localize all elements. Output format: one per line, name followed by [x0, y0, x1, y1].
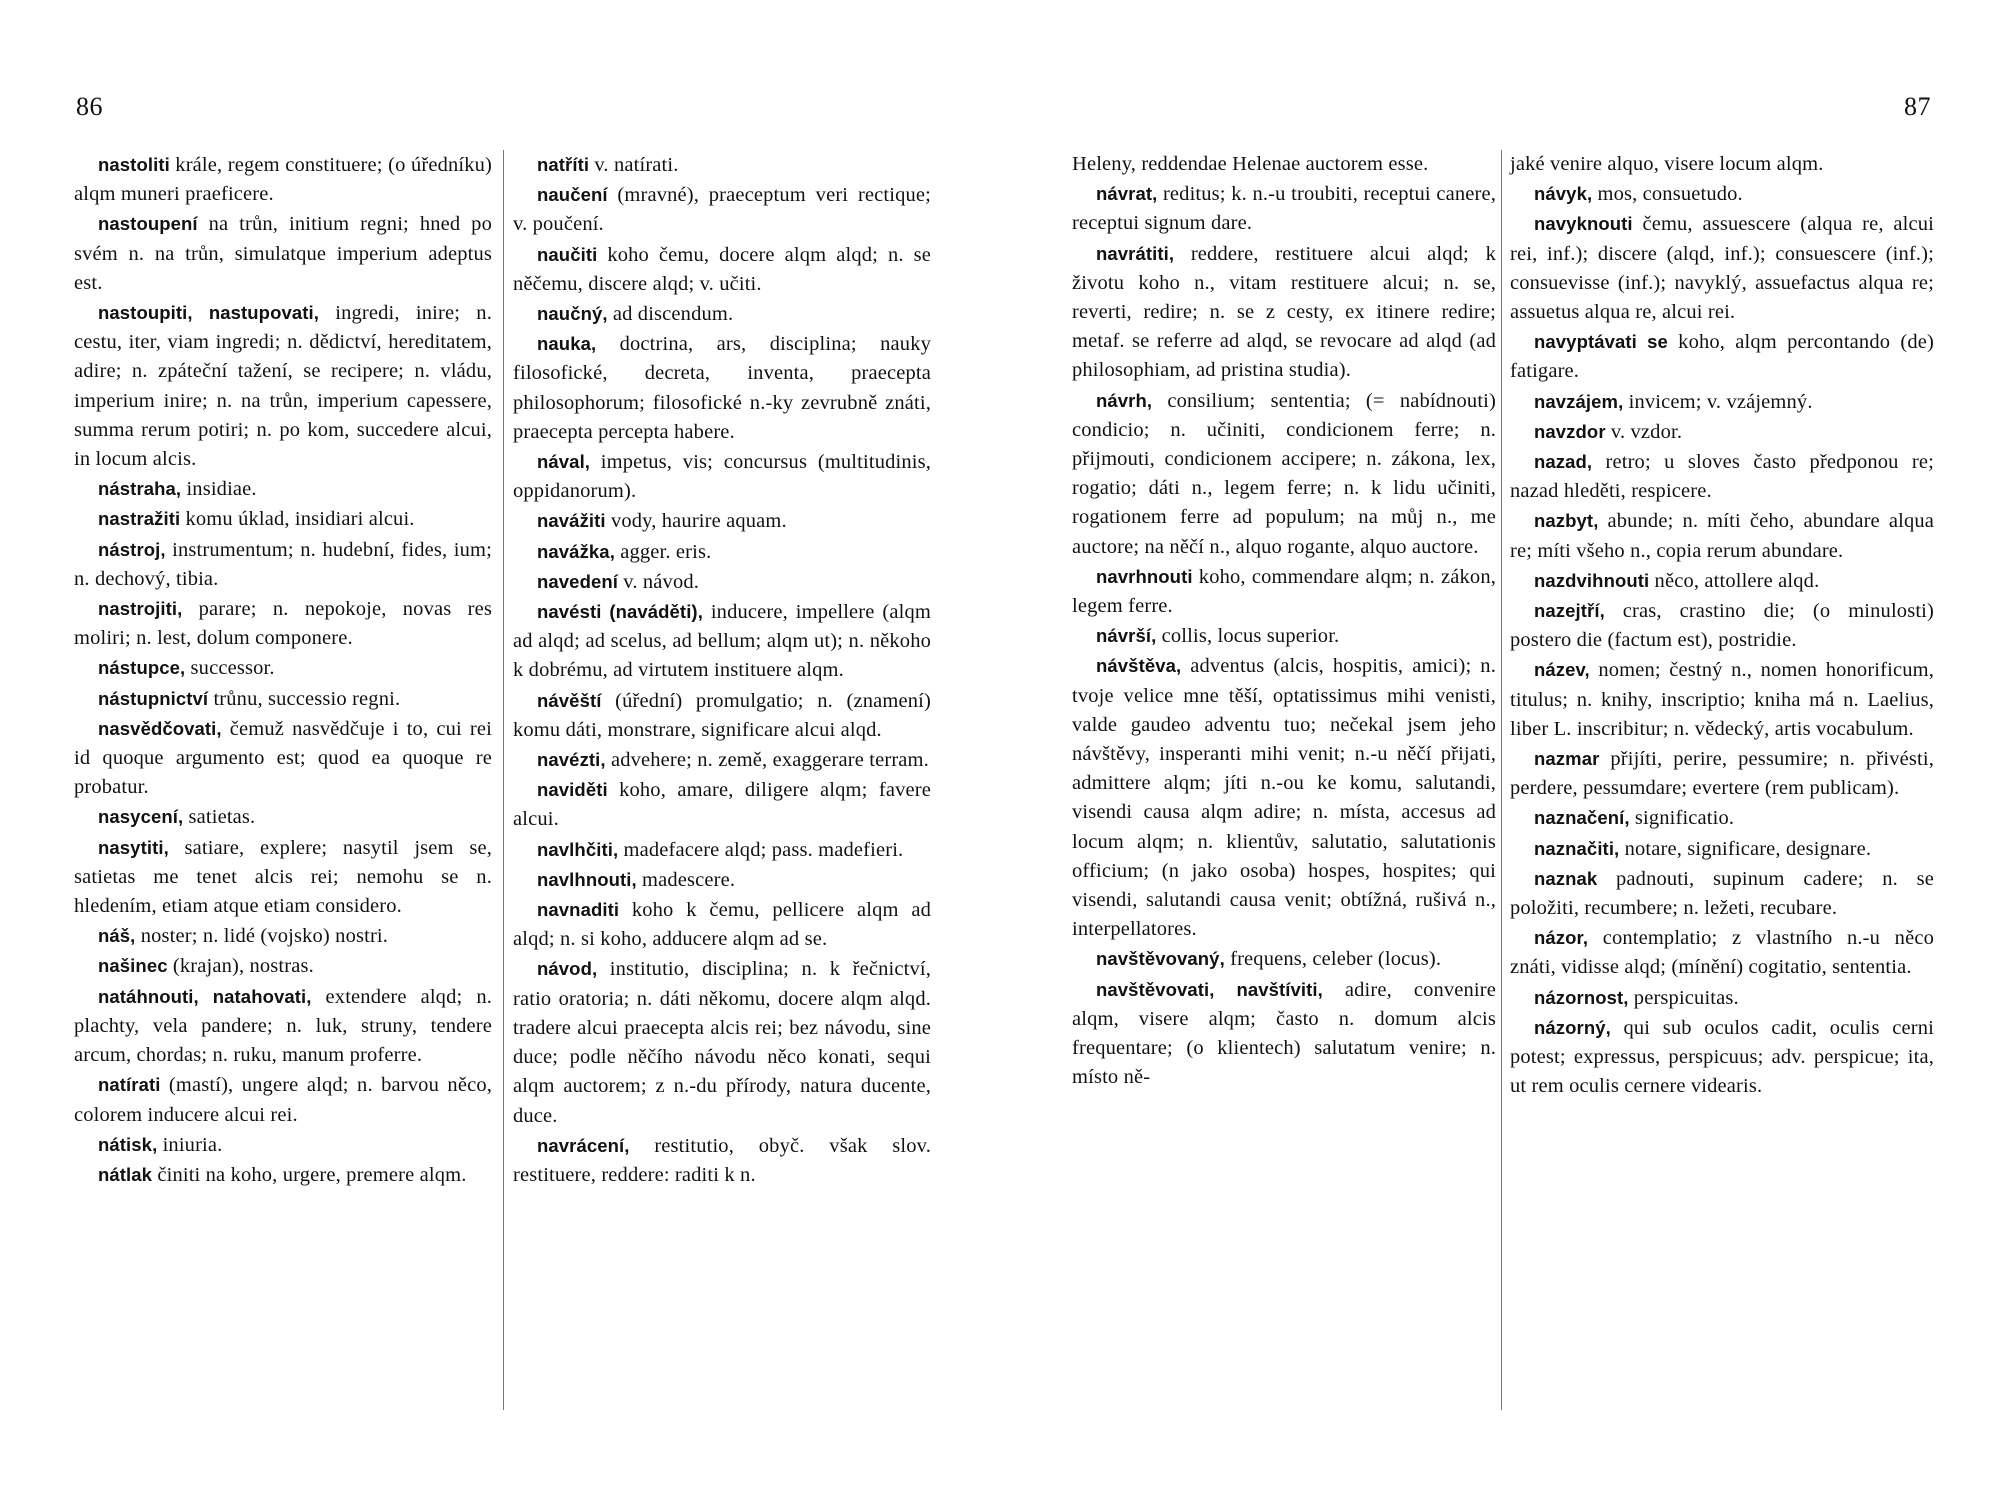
dictionary-column	[1510, 150, 1934, 1102]
dictionary-entry	[513, 597, 931, 686]
entry-definition: adventus (alcis, hospitis, amici); n. tvoje velice mne těší, optatissimus mihi venisti, valde gaudeo adventu tuo; nečekal jsem jeho návštěvy, insperanti mihi venit; n.-u něčí přijati, admittere alqm; jíti n.-ou ke komu, salutandi, visendi causa alqm adire; n. místa, accesus ad locum alqm; n. klientův, salutatio, salutationis officium; (n jako osoba) hospes, hospites; qui visendi, salutandi causa venit; obtížná, rušivá n., interpellatores.	[1072, 655, 1496, 941]
entry-headword: navlhnouti,	[537, 868, 637, 890]
column-divider	[1501, 150, 1502, 1410]
dictionary-entry	[74, 921, 492, 951]
entry-headword: naučný,	[537, 303, 608, 325]
entry-definition: koho, alqm percontando (de) fatigare.	[1510, 331, 1934, 383]
entry-definition: instrumentum; n. hudební, fides, ium; n. dechový, tibia.	[74, 538, 492, 590]
entry-definition: činiti na koho, urgere, premere alqm.	[152, 1163, 467, 1186]
entry-definition: koho, amare, diligere alqm; favere alcui.	[513, 779, 931, 831]
entry-headword: nauka,	[537, 333, 597, 355]
right-page	[1036, 0, 1996, 1501]
entry-headword: natříti	[537, 154, 590, 175]
entry-definition: collis, locus superior.	[1156, 625, 1340, 648]
entry-definition: mos, consuetudo.	[1592, 183, 1743, 206]
dictionary-entry	[74, 1130, 492, 1160]
dictionary-entry	[74, 535, 492, 594]
entry-headword: návod,	[537, 958, 598, 980]
dictionary-entry	[513, 775, 931, 834]
entry-definition: inducere, impellere (alqm ad alqd; ad scelus, ad bellum; alqm ut); n. někoho k dobrému, ad virtutem instituere alqm.	[513, 601, 931, 682]
entry-headword: navyptávati se	[1534, 331, 1668, 353]
entry-definition: invicem; v. vzájemný.	[1623, 390, 1813, 413]
entry-definition: v. natírati.	[589, 154, 679, 176]
entry-definition: ingredi, inire; n. cestu, iter, viam ingredi; n. dědictví, hereditatem, adire; n. zpáteční tažení, se recipere; n. vládu, imperium inire; n. na trůn, imperium capessere, summa rerum potiri; n. po kom, succedere alcui, in locum alcis.	[74, 302, 492, 471]
dictionary-entry	[513, 299, 931, 329]
dictionary-entry	[1510, 447, 1934, 506]
entry-headword: naviděti	[537, 779, 608, 801]
entry-headword: našinec	[98, 955, 168, 977]
dictionary-entry	[513, 506, 931, 536]
entry-definition: satiare, explere; nasytil jsem se, satietas me tenet alcis rei; nemohu se n. hledením, etiam atque etiam considero.	[74, 836, 492, 918]
dictionary-entry	[1072, 651, 1496, 944]
entry-headword: názorný,	[1534, 1016, 1611, 1038]
entry-headword: nastoupení	[98, 213, 198, 235]
entry-definition: cras, crastino die; (o minulosti) postero die (factum est), postridie.	[1510, 600, 1934, 652]
entry-definition: reddere, restituere alcui alqd; k životu koho n., vitam restituere alcui; n. se, reverti, redire; n. se z cesty, ex itinere redire; metaf. se referre ad alqd, se revocare ad alqd (ad philosophiam, ad pristina studia).	[1072, 242, 1496, 382]
entry-headword: navésti (naváděti),	[537, 601, 703, 623]
entry-headword: navrhnouti	[1096, 565, 1193, 587]
entry-definition: parare; n. nepokoje, novas res moliri; n. lest, dolum componere.	[74, 598, 492, 650]
entry-definition: doctrina, ars, disciplina; nauky filosofické, decreta, inventa, praecepta philosophorum; filosofické n.-ky zevrubně znáti, praecepta percepta habere.	[513, 333, 931, 443]
entry-headword: návrat,	[1096, 183, 1158, 205]
entry-definition: vody, haurire aquam.	[605, 510, 787, 533]
entry-definition: nomen; čestný n., nomen honorificum, titulus; n. knihy, inscriptio; kniha má n. Laelius, liber L. inscribitur; n. vědecký, artis vocabulum.	[1510, 659, 1934, 740]
entry-headword: návrší,	[1096, 625, 1157, 647]
entry-definition: advehere; n. země, exaggerare terram.	[605, 749, 929, 772]
entry-headword: názor,	[1534, 927, 1589, 949]
dictionary-entry	[74, 833, 492, 922]
dictionary-entry	[1072, 944, 1496, 974]
entry-definition: iniuria.	[157, 1133, 223, 1156]
entry-headword: navážka,	[537, 540, 615, 562]
entry-definition: retro; u sloves často předponou re; nazad hleděti, respicere.	[1510, 451, 1934, 503]
entry-definition: ad discendum.	[607, 303, 734, 326]
dictionary-entry	[1072, 239, 1496, 386]
entry-definition: madefacere alqd; pass. madefieri.	[618, 838, 904, 861]
entry-headword: navlhčiti,	[537, 838, 619, 860]
entry-headword: naznačení,	[1534, 807, 1630, 829]
dictionary-entry	[74, 1070, 492, 1129]
page-number: 87	[1904, 92, 1931, 121]
entry-headword: návyk,	[1534, 183, 1593, 205]
entry-headword: nastoupiti, nastupovati,	[98, 302, 319, 324]
dictionary-entry	[1510, 327, 1934, 386]
dictionary-entry	[1510, 387, 1934, 417]
entry-definition: frequens, celeber (locus).	[1224, 948, 1442, 971]
entry-definition: madescere.	[636, 868, 736, 891]
entry-headword: nazdvihnouti	[1534, 569, 1650, 591]
entry-definition: satietas.	[183, 806, 256, 829]
entry-headword: naznačiti,	[1534, 837, 1620, 859]
dictionary-entry	[513, 537, 931, 567]
entry-headword: navážiti	[537, 510, 606, 532]
dictionary-entry	[1510, 803, 1934, 833]
dictionary-entry	[1510, 150, 1934, 179]
entry-headword: náš,	[98, 925, 136, 947]
dictionary-entry	[74, 150, 492, 209]
entry-definition: (mravné), praeceptum veri rectique; v. poučení.	[513, 184, 931, 236]
entry-headword: nastrojiti,	[98, 598, 183, 620]
entry-headword: nástraha,	[98, 478, 182, 500]
entry-definition: koho čemu, docere alqm alqd; n. se něčemu, discere alqd; v. učiti.	[513, 243, 931, 295]
entry-definition: padnouti, supinum cadere; n. se položiti, recumbere; n. ležeti, recubare.	[1510, 867, 1934, 920]
dictionary-entry	[1510, 1013, 1934, 1102]
dictionary-entry	[513, 150, 931, 180]
entry-headword: nasycení,	[98, 806, 184, 828]
entry-definition: insidiae.	[181, 478, 257, 501]
dictionary-entry	[1510, 179, 1934, 209]
entry-definition: jaké venire alquo, visere locum alqm.	[1510, 153, 1824, 175]
entry-headword: navštěvovati, navštíviti,	[1096, 978, 1323, 1000]
entry-headword: navzdor	[1534, 420, 1606, 442]
entry-definition: reditus; k. n.-u troubiti, receptui canere, receptui signum dare.	[1072, 183, 1496, 235]
entry-headword: návěští	[537, 689, 602, 711]
entry-headword: navedení	[537, 570, 618, 592]
entry-definition: qui sub oculos cadit, oculis cerni potest; expressus, perspicuus; adv. perspicue; ita, ut rem oculis cernere videaris.	[1510, 1016, 1934, 1098]
entry-definition: (mastí), ungere alqd; n. barvou něco, colorem inducere alcui rei.	[74, 1074, 492, 1126]
entry-definition: significatio.	[1629, 807, 1735, 830]
dictionary-entry	[513, 329, 931, 447]
dictionary-entry	[513, 567, 931, 597]
dictionary-entry	[1510, 209, 1934, 327]
dictionary-entry	[1510, 417, 1934, 447]
entry-definition: abunde; n. míti čeho, abundare alqua re; míti všeho n., copia rerum abundare.	[1510, 510, 1934, 562]
entry-headword: nátisk,	[98, 1133, 158, 1155]
dictionary-entry	[1510, 834, 1934, 864]
dictionary-entry	[1510, 655, 1934, 744]
entry-definition: (úřední) promulgatio; n. (znamení) komu dáti, monstrare, significare alcui alqd.	[513, 689, 931, 741]
dictionary-entry	[513, 686, 931, 745]
dictionary-entry	[74, 504, 492, 534]
entry-headword: natírati	[98, 1074, 161, 1096]
entry-definition: koho, commendare alqm; n. zákon, legem ferre.	[1072, 565, 1496, 618]
dictionary-entry	[74, 474, 492, 504]
entry-headword: navštěvovaný,	[1096, 948, 1225, 970]
dictionary-entry	[513, 447, 931, 506]
entry-definition: impetus, vis; concursus (multitudinis, oppidanorum).	[513, 451, 931, 503]
dictionary-entry	[1072, 150, 1496, 179]
dictionary-entry	[1510, 596, 1934, 655]
dictionary-entry	[74, 684, 492, 714]
entry-definition: koho k čemu, pellicere alqm ad alqd; n. si koho, adducere alqm ad se.	[513, 899, 931, 951]
entry-definition: krále, regem constituere; (o úředníku) alqm muneri praeficere.	[74, 154, 492, 206]
entry-definition: přijíti, perire, pessumire; n. přivésti, perdere, pessumdare; evertere (rem publicam).	[1510, 748, 1934, 800]
entry-definition: trůnu, successio regni.	[208, 687, 401, 710]
entry-headword: naučení	[537, 184, 608, 206]
entry-headword: nazejtří,	[1534, 600, 1605, 622]
dictionary-entry	[1072, 975, 1496, 1093]
entry-headword: navézti,	[537, 749, 606, 771]
entry-definition: perspicuitas.	[1628, 986, 1739, 1009]
entry-headword: návrh,	[1096, 389, 1153, 411]
entry-headword: navzájem,	[1534, 390, 1624, 412]
dictionary-entry	[1072, 562, 1496, 621]
entry-definition: successor.	[185, 657, 275, 680]
dictionary-entry	[74, 653, 492, 683]
dictionary-entry	[513, 954, 931, 1130]
entry-headword: názornost,	[1534, 986, 1629, 1008]
entry-definition: Heleny, reddendae Helenae auctorem esse.	[1072, 153, 1429, 175]
entry-definition: čemuž nasvědčuje i to, cui rei id quoque argumento est; quod ea quoque re probatur.	[74, 717, 492, 799]
entry-headword: naučiti	[537, 243, 598, 265]
dictionary-entry	[1510, 923, 1934, 982]
dictionary-entry	[1072, 179, 1496, 238]
dictionary-entry	[513, 745, 931, 775]
dictionary-entry	[1510, 983, 1934, 1013]
entry-definition: v. vzdor.	[1605, 420, 1683, 443]
entry-headword: nastoliti	[98, 154, 170, 175]
entry-definition: notare, significare, designare.	[1619, 837, 1872, 860]
dictionary-entry	[1072, 386, 1496, 562]
dictionary-column	[1072, 150, 1496, 1093]
entry-headword: navyknouti	[1534, 213, 1633, 235]
entry-headword: návštěva,	[1096, 655, 1182, 677]
entry-definition: agger. eris.	[614, 540, 712, 563]
entry-definition: contemplatio; z vlastního n.-u něco znáti, vidisse alqd; (mínění) cogitatio, sententia.	[1510, 927, 1934, 979]
dictionary-entry	[1510, 506, 1934, 565]
dictionary-entry	[74, 594, 492, 653]
dictionary-entry	[513, 895, 931, 954]
entry-headword: naznak	[1534, 867, 1598, 889]
entry-definition: komu úklad, insidiari alcui.	[180, 508, 415, 531]
entry-definition: adire, convenire alqm, visere alqm; často n. domum alcis frequentare; (o klientech) salutatum venire; n. místo ně-	[1072, 978, 1497, 1089]
entry-definition: čemu, assuescere (alqua re, alcui rei, inf.); discere (alqd, inf.); consuescere (inf.); consuevisse (inf.); navyklý, assuefactus alqua re; assuetus alqua re, alcui rei.	[1510, 213, 1934, 324]
dictionary-entry	[1072, 621, 1496, 651]
page-number: 86	[76, 92, 103, 121]
entry-definition: extendere alqd; n. plachty, vela pandere; n. luk, struny, tendere arcum, chordas; n. ruku, manum proferre.	[74, 985, 493, 1067]
entry-headword: název,	[1534, 659, 1590, 681]
dictionary-entry	[74, 298, 492, 474]
dictionary-entry	[1510, 744, 1934, 803]
entry-headword: natáhnouti, natahovati,	[98, 985, 312, 1007]
entry-headword: nástupnictví	[98, 687, 209, 709]
dictionary-entry	[513, 180, 931, 239]
entry-headword: navrátiti,	[1096, 242, 1175, 264]
dictionary-entry	[74, 802, 492, 832]
entry-definition: (krajan), nostras.	[167, 955, 314, 978]
entry-headword: nával,	[537, 451, 591, 473]
dictionary-entry	[1510, 864, 1934, 923]
entry-headword: nástroj,	[98, 538, 166, 560]
entry-headword: navrácení,	[537, 1134, 630, 1156]
dictionary-entry	[1510, 566, 1934, 596]
entry-headword: nasytiti,	[98, 836, 169, 858]
dictionary-entry	[513, 1131, 931, 1190]
entry-headword: nátlak	[98, 1163, 153, 1185]
entry-definition: institutio, disciplina; n. k řečnictví, ratio oratoria; n. dáti někomu, docere alqm alqd. tradere alcui praecepta alcis rei; bez návodu, sine duce; podle něčího návodu něco konati, sequi alqm auctorem; z n.-du přírody, natura ducente, duce.	[513, 958, 931, 1127]
dictionary-column	[74, 150, 492, 1190]
entry-definition: noster; n. lidé (vojsko) nostri.	[135, 925, 389, 948]
entry-definition: něco, attollere alqd.	[1649, 569, 1820, 592]
entry-definition: na trůn, initium regni; hned po svém n. na trůn, simulatque imperium adeptus est.	[74, 213, 492, 294]
dictionary-entry	[513, 835, 931, 865]
entry-definition: v. návod.	[618, 570, 700, 593]
entry-headword: nazbyt,	[1534, 510, 1599, 532]
dictionary-entry	[74, 1160, 492, 1190]
left-page	[0, 0, 960, 1501]
dictionary-column	[513, 150, 931, 1190]
entry-headword: nasvědčovati,	[98, 717, 222, 739]
entry-headword: navnaditi	[537, 899, 620, 921]
dictionary-entry	[74, 209, 492, 298]
dictionary-entry	[74, 982, 492, 1071]
entry-headword: nazmar	[1534, 748, 1600, 770]
dictionary-entry	[513, 240, 931, 299]
column-divider	[503, 150, 504, 1410]
dictionary-entry	[74, 951, 492, 981]
dictionary-entry	[74, 714, 492, 803]
entry-headword: nazad,	[1534, 451, 1593, 473]
entry-definition: restitutio, obyč. však slov. restituere, reddere: raditi k n.	[513, 1134, 931, 1186]
entry-headword: nastražiti	[98, 508, 181, 530]
entry-headword: nástupce,	[98, 657, 186, 679]
dictionary-entry	[513, 865, 931, 895]
entry-definition: consilium; sententia; (= nabídnouti) condicio; n. učiniti, condicionem ferre; n. přijmouti, condicionem accipere; n. zákona, lex, rogatio; dáti n., legem ferre; n. k lidu učiniti, rogationem ferre ad populum; na můj n., me auctore; na něčí n., alquo rogante, alquo auctore.	[1072, 389, 1496, 558]
